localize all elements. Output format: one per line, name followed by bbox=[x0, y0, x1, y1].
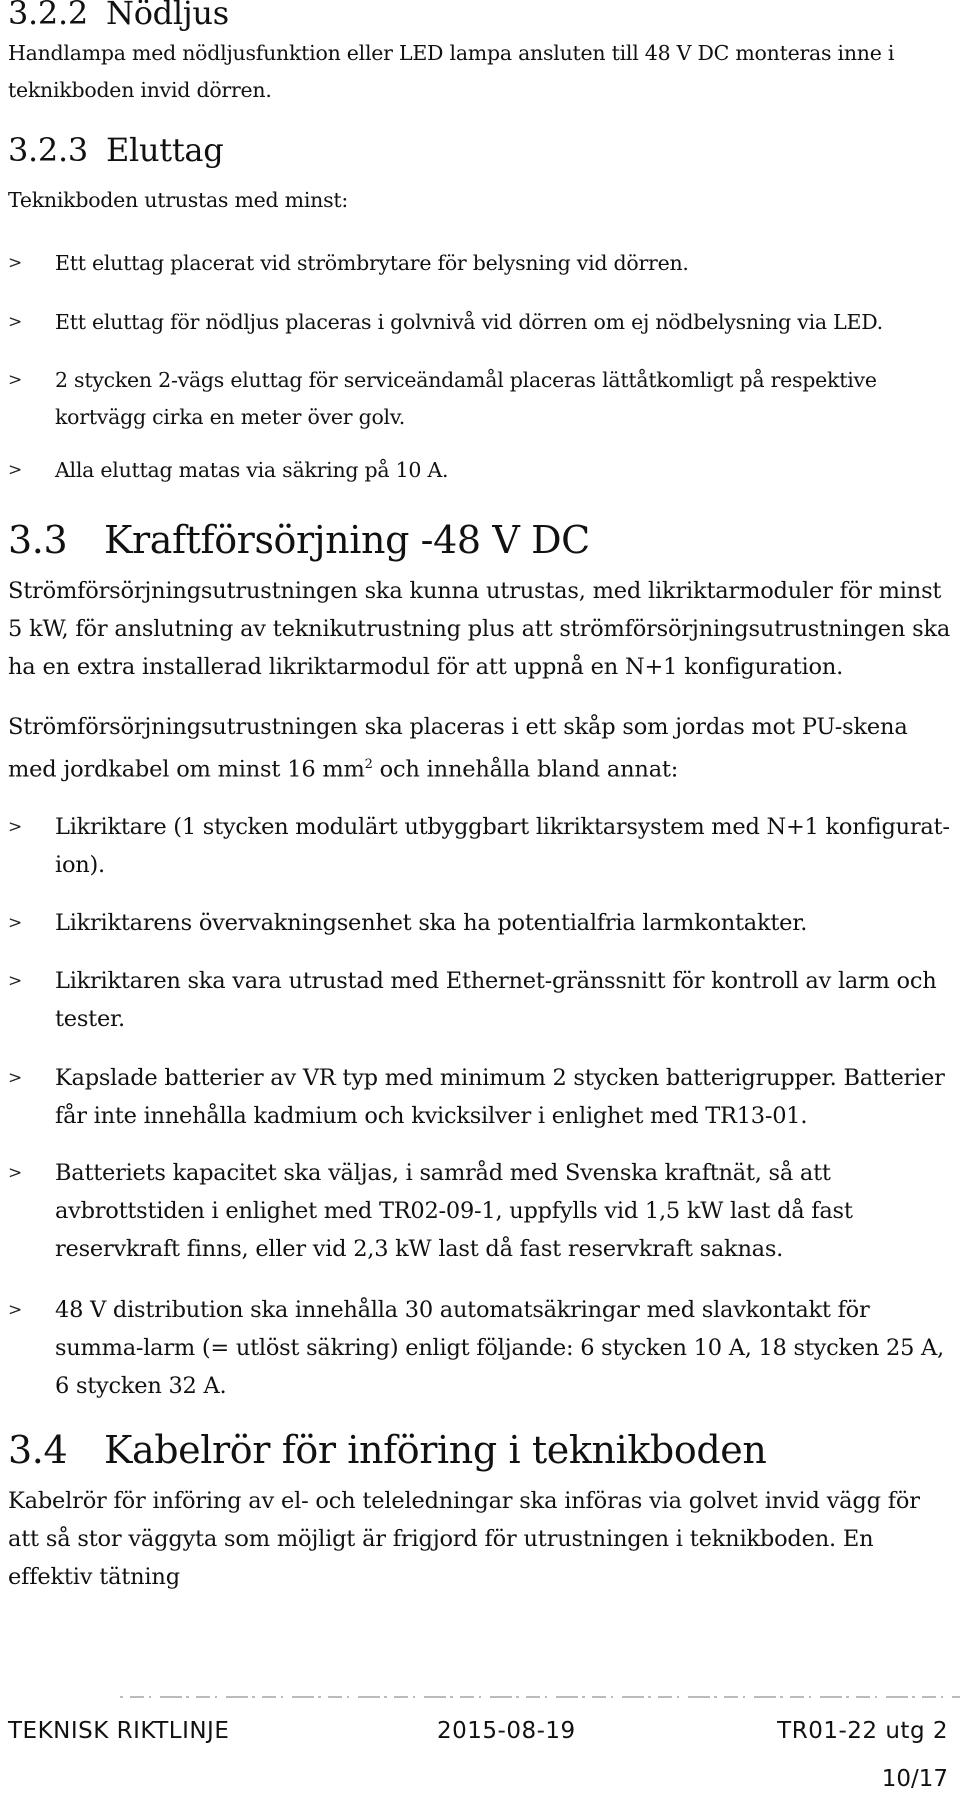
section-heading-3-4 bbox=[8, 1428, 766, 1472]
list-marker: > bbox=[8, 1163, 22, 1183]
section-heading-3-2-2 bbox=[8, 0, 229, 32]
list-item-text: Ett eluttag placerat vid strömbrytare för belysning vid dörren. bbox=[55, 251, 689, 275]
section-title: Kraftförsörjning -48 V DC bbox=[104, 518, 590, 562]
list-item-text: Alla eluttag matas via säkring på 10 A. bbox=[55, 458, 449, 482]
list-item-text: Likriktarens övervakningsenhet ska ha potentialfria larmkontakter. bbox=[55, 910, 808, 936]
paragraph-text: och innehålla bland annat: bbox=[372, 756, 679, 783]
section-number: 3.3 bbox=[8, 518, 68, 562]
superscript: 2 bbox=[364, 757, 373, 772]
list-marker: > bbox=[8, 1068, 22, 1088]
list-marker: > bbox=[8, 312, 22, 332]
list-marker: > bbox=[8, 253, 22, 273]
list-marker: > bbox=[8, 460, 22, 480]
paragraph-kabelror: Kabelrör för införing av el- och teleledningar ska införas via golvet invid vägg för att så stor väggyta som möjligt är frigjord för utrustningen i teknikboden. En effektiv tätning bbox=[8, 1488, 920, 1590]
list-marker: > bbox=[8, 913, 22, 933]
paragraph-eluttag-intro: Teknikboden utrustas med minst: bbox=[8, 188, 349, 212]
list-item-text: Ett eluttag för nödljus placeras i golvnivå vid dörren om ej nödbelysning via LED. bbox=[55, 310, 883, 334]
paragraph-text: Strömförsörjningsutrustningen ska placeras i ett skåp som jordas mot PU-skena med jordkabel om minst 16 mm bbox=[8, 714, 908, 783]
paragraph-kraftforsorjning-2 bbox=[8, 708, 956, 789]
section-title: Kabelrör för införing i teknikboden bbox=[104, 1428, 767, 1472]
list-item-text: Kapslade batterier av VR typ med minimum 2 stycken batterigrupper. Batterier får inte innehålla kadmium och kvicksilver i enlighet med TR13-01. bbox=[55, 1065, 945, 1129]
section-title: Nödljus bbox=[106, 0, 229, 32]
list-item-text: Likriktaren ska vara utrustad med Ethernet-gränssnitt för kontroll av larm och tester. bbox=[55, 968, 937, 1032]
page-number: 10/17 bbox=[881, 1766, 948, 1792]
section-number: 3.2.3 bbox=[8, 131, 88, 169]
footer-date: 2015-08-19 bbox=[437, 1718, 576, 1744]
list-item-text: Likriktare (1 stycken modulärt utbyggbart likriktarsystem med N+1 konfigurat-ion). bbox=[55, 814, 950, 878]
footer-rule bbox=[120, 1696, 960, 1698]
list-item-text: Batteriets kapacitet ska väljas, i samråd med Svenska kraftnät, så att avbrottstiden i enlighet med TR02-09-1, uppfylls vid 1,5 kW last då fast reservkraft finns, eller vid 2,3 kW last då fast reservkraft saknas. bbox=[55, 1160, 853, 1262]
paragraph-nodljus: Handlampa med nödljusfunktion eller LED lampa ansluten till 48 V DC monteras inne i teknikboden invid dörren. bbox=[8, 41, 895, 102]
list-item-text: 2 stycken 2-vägs eluttag för serviceändamål placeras lättåtkomligt på respektive kortvägg cirka en meter över golv. bbox=[55, 368, 877, 429]
section-number: 3.4 bbox=[8, 1428, 68, 1472]
section-number: 3.2.2 bbox=[8, 0, 88, 32]
section-title: Eluttag bbox=[106, 131, 224, 169]
footer-doc-id: TR01-22 utg 2 bbox=[777, 1718, 948, 1744]
list-marker: > bbox=[8, 817, 22, 837]
footer-doc-type: TEKNISK RIKTLINJE bbox=[8, 1718, 230, 1744]
section-heading-3-3 bbox=[8, 518, 590, 562]
paragraph-kraftforsorjning-1: Strömförsörjningsutrustningen ska kunna utrustas, med likriktarmoduler för minst 5 kW, för anslutning av teknikutrustning plus att strömförsörjningsutrustningen ska ha en extra installerad likriktarmodul för att uppnå en N+1 konfiguration. bbox=[8, 578, 951, 680]
list-marker: > bbox=[8, 370, 22, 390]
list-item-text: 48 V distribution ska innehålla 30 automatsäkringar med slavkontakt för summa-larm (= utlöst säkring) enligt följande: 6 stycken 10 A, 18 stycken 25 A, 6 stycken 32 A. bbox=[55, 1297, 944, 1399]
section-heading-3-2-3 bbox=[8, 131, 223, 169]
list-marker: > bbox=[8, 971, 22, 991]
list-marker: > bbox=[8, 1300, 22, 1320]
